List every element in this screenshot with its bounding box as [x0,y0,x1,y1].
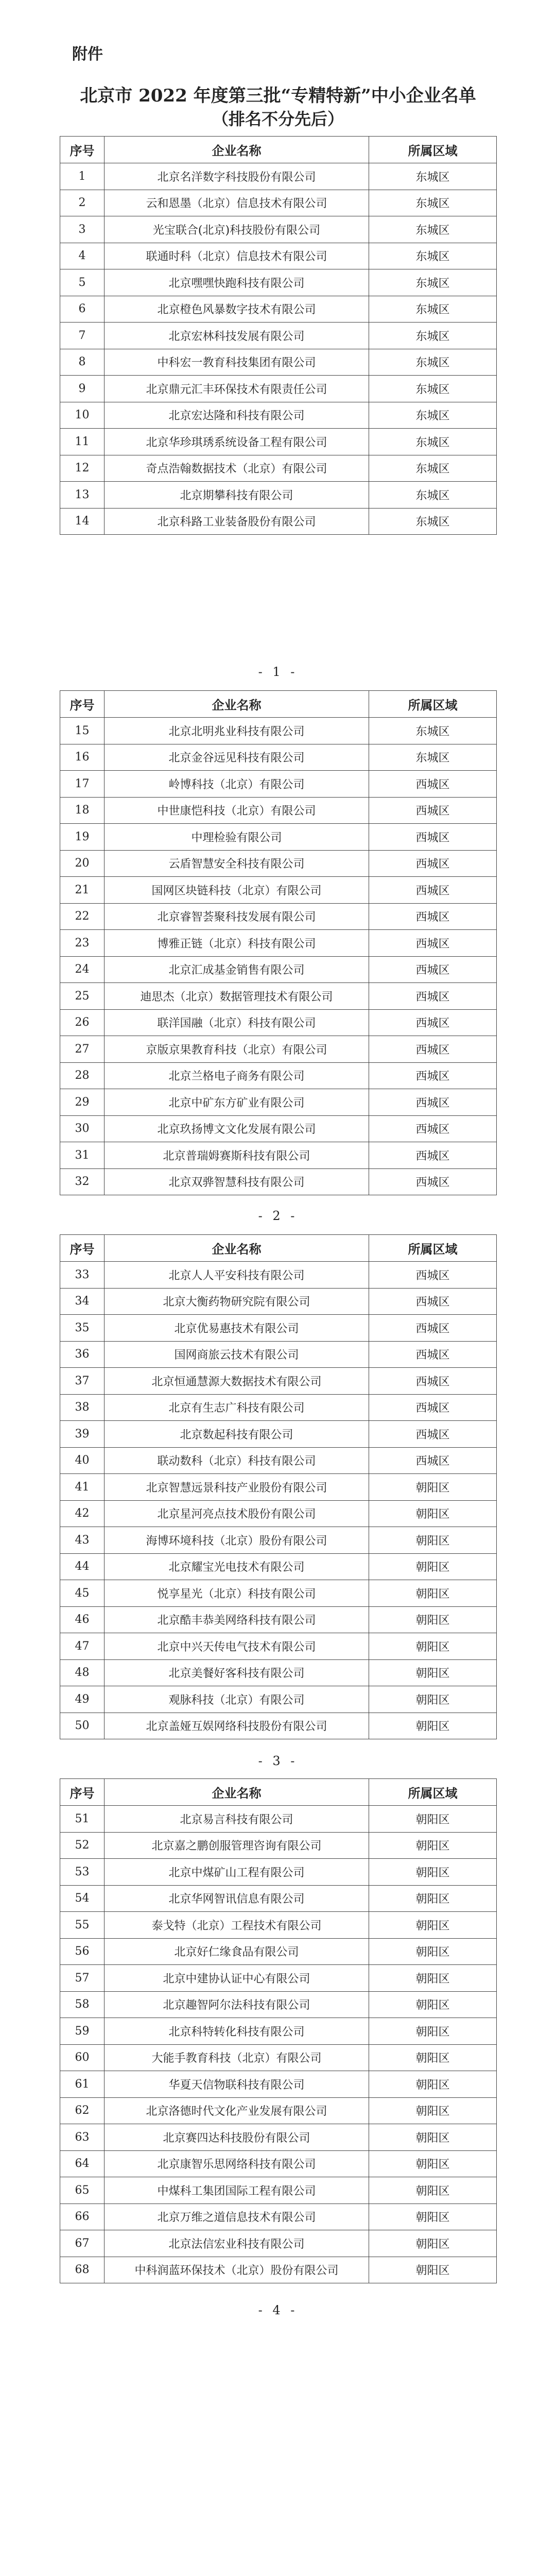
cell-seq: 54 [60,1885,105,1912]
cell-company-name: 北京趣智阿尔法科技有限公司 [105,1991,369,2018]
cell-seq: 34 [60,1288,105,1315]
table-row [60,455,497,482]
table-row [60,1142,497,1169]
table-row [60,1062,497,1089]
table-row [60,402,497,429]
cell-seq: 10 [60,402,105,429]
cell-seq: 35 [60,1315,105,1342]
table-header-row [60,1235,497,1262]
cell-seq: 53 [60,1859,105,1886]
cell-district: 朝阳区 [369,1633,497,1660]
table-row [60,2204,497,2230]
cell-seq: 5 [60,269,105,296]
cell-district: 西城区 [369,1421,497,1448]
table-row [60,376,497,402]
cell-seq: 67 [60,2230,105,2257]
cell-company-name: 北京科特转化科技有限公司 [105,2018,369,2045]
cell-company-name: 北京法信宏业科技有限公司 [105,2230,369,2257]
cell-company-name: 北京康智乐思网络科技有限公司 [105,2150,369,2177]
cell-company-name: 北京宏达隆和科技有限公司 [105,402,369,429]
cell-district: 西城区 [369,930,497,957]
cell-district: 朝阳区 [369,1912,497,1939]
cell-company-name: 泰戈特（北京）工程技术有限公司 [105,1912,369,1939]
cell-seq: 36 [60,1341,105,1368]
cell-seq: 29 [60,1089,105,1116]
company-table [60,136,497,535]
cell-seq: 65 [60,2177,105,2204]
cell-district: 朝阳区 [369,1580,497,1607]
cell-district: 东城区 [369,269,497,296]
cell-district: 西城区 [369,1009,497,1036]
header-district: 所属区域 [369,691,497,718]
cell-seq: 57 [60,1965,105,1992]
cell-company-name: 北京恒通慧源大数据技术有限公司 [105,1368,369,1395]
table-row [60,903,497,930]
table-row [60,2150,497,2177]
cell-company-name: 悦享星光（北京）科技有限公司 [105,1580,369,1607]
table-row [60,718,497,744]
cell-company-name: 北京美餐好客科技有限公司 [105,1659,369,1686]
table-row [60,1938,497,1965]
table-header-row [60,691,497,718]
cell-company-name: 京版京果教育科技（北京）有限公司 [105,1036,369,1063]
header-name: 企业名称 [105,1779,369,1806]
table-row [60,1447,497,1474]
cell-district: 朝阳区 [369,2071,497,2098]
cell-company-name: 北京酷丰恭美网络科技有限公司 [105,1606,369,1633]
cell-company-name: 北京华珍琪琇系统设备工程有限公司 [105,429,369,455]
cell-district: 朝阳区 [369,1659,497,1686]
cell-district: 朝阳区 [369,1832,497,1859]
cell-company-name: 博雅正链（北京）科技有限公司 [105,930,369,957]
cell-seq: 23 [60,930,105,957]
cell-district: 朝阳区 [369,1686,497,1713]
cell-seq: 37 [60,1368,105,1395]
cell-seq: 64 [60,2150,105,2177]
header-district: 所属区域 [369,137,497,163]
table-row [60,429,497,455]
cell-company-name: 北京嘿嘿快跑科技有限公司 [105,269,369,296]
cell-district: 朝阳区 [369,2204,497,2230]
table-row [60,797,497,824]
cell-company-name: 北京大衡药物研究院有限公司 [105,1288,369,1315]
cell-company-name: 北京耀宝光电技术有限公司 [105,1553,369,1580]
table-row [60,1659,497,1686]
cell-district: 东城区 [369,163,497,190]
table-row [60,1965,497,1992]
cell-district: 朝阳区 [369,1713,497,1739]
cell-company-name: 北京睿智荟聚科技发展有限公司 [105,903,369,930]
cell-seq: 41 [60,1474,105,1501]
cell-district: 西城区 [369,824,497,851]
cell-seq: 24 [60,956,105,983]
header-seq: 序号 [60,137,105,163]
page-number: - 2 - [258,1209,298,1223]
cell-company-name: 大能手教育科技（北京）有限公司 [105,2044,369,2071]
table-row [60,2018,497,2045]
cell-company-name: 北京中兴天传电气技术有限公司 [105,1633,369,1660]
cell-seq: 43 [60,1527,105,1554]
cell-seq: 16 [60,744,105,771]
table-row [60,1394,497,1421]
cell-company-name: 国网区块链科技（北京）有限公司 [105,877,369,904]
table-row [60,850,497,877]
table-row [60,2230,497,2257]
table-row [60,1859,497,1886]
cell-district: 朝阳区 [369,2177,497,2204]
cell-seq: 33 [60,1262,105,1289]
cell-company-name: 北京盖娅互娱网络科技股份有限公司 [105,1713,369,1739]
table-row [60,1262,497,1289]
cell-district: 西城区 [369,877,497,904]
cell-district: 西城区 [369,797,497,824]
cell-company-name: 北京玖扬博文文化发展有限公司 [105,1115,369,1142]
table-row [60,2097,497,2124]
cell-district: 朝阳区 [369,1965,497,1992]
cell-company-name: 中世康恺科技（北京）有限公司 [105,797,369,824]
table-row [60,1288,497,1315]
cell-company-name: 北京兰格电子商务有限公司 [105,1062,369,1089]
cell-company-name: 北京华网智讯信息有限公司 [105,1885,369,1912]
cell-company-name: 北京双骅智慧科技有限公司 [105,1168,369,1195]
cell-seq: 66 [60,2204,105,2230]
cell-district: 西城区 [369,903,497,930]
table-header-row [60,137,497,163]
table-row [60,2177,497,2204]
table-row [60,2071,497,2098]
cell-district: 东城区 [369,216,497,243]
cell-company-name: 岭博科技（北京）有限公司 [105,771,369,798]
header-name: 企业名称 [105,691,369,718]
cell-district: 西城区 [369,1062,497,1089]
cell-seq: 42 [60,1500,105,1527]
cell-company-name: 北京宏林科技发展有限公司 [105,323,369,349]
cell-company-name: 北京中建协认证中心有限公司 [105,1965,369,1992]
cell-district: 朝阳区 [369,1500,497,1527]
table-row [60,1474,497,1501]
cell-seq: 11 [60,429,105,455]
table-row [60,1806,497,1833]
cell-district: 东城区 [369,190,497,216]
cell-company-name: 迪思杰（北京）数据管理技术有限公司 [105,983,369,1010]
company-table [60,1234,497,1739]
cell-seq: 4 [60,243,105,269]
cell-company-name: 北京优易惠技术有限公司 [105,1315,369,1342]
cell-district: 东城区 [369,455,497,482]
table-row [60,744,497,771]
cell-company-name: 北京易言科技有限公司 [105,1806,369,1833]
cell-seq: 14 [60,508,105,535]
cell-district: 朝阳区 [369,2044,497,2071]
cell-company-name: 中科宏一教育科技集团有限公司 [105,349,369,376]
table-row [60,1885,497,1912]
cell-seq: 20 [60,850,105,877]
table-row [60,930,497,957]
header-name: 企业名称 [105,137,369,163]
cell-seq: 13 [60,482,105,509]
cell-seq: 63 [60,2124,105,2151]
cell-seq: 8 [60,349,105,376]
cell-seq: 26 [60,1009,105,1036]
cell-company-name: 北京万维之道信息技术有限公司 [105,2204,369,2230]
cell-district: 东城区 [369,482,497,509]
cell-company-name: 北京普瑞姆赛斯科技有限公司 [105,1142,369,1169]
table-row [60,1633,497,1660]
table-row [60,1991,497,2018]
header-district: 所属区域 [369,1779,497,1806]
table-row [60,1315,497,1342]
cell-company-name: 北京有生志广科技有限公司 [105,1394,369,1421]
cell-seq: 59 [60,2018,105,2045]
table-row [60,1089,497,1116]
table-row [60,1368,497,1395]
cell-seq: 46 [60,1606,105,1633]
cell-seq: 61 [60,2071,105,2098]
cell-company-name: 云盾智慧安全科技有限公司 [105,850,369,877]
cell-company-name: 北京金谷远见科技有限公司 [105,744,369,771]
table-row [60,2124,497,2151]
cell-district: 朝阳区 [369,2124,497,2151]
cell-seq: 49 [60,1686,105,1713]
table-header-row [60,1779,497,1806]
table-row [60,269,497,296]
cell-company-name: 联通时科（北京）信息技术有限公司 [105,243,369,269]
cell-district: 东城区 [369,243,497,269]
company-table [60,1778,497,2283]
page-number: - 1 - [258,665,298,679]
cell-company-name: 联洋国融（北京）科技有限公司 [105,1009,369,1036]
table-row [60,824,497,851]
cell-seq: 3 [60,216,105,243]
cell-seq: 40 [60,1447,105,1474]
table-row [60,877,497,904]
cell-district: 东城区 [369,718,497,744]
table-row [60,1500,497,1527]
page-number: - 3 - [258,1754,298,1768]
cell-company-name: 光宝联合(北京)科技股份有限公司 [105,216,369,243]
cell-district: 朝阳区 [369,1806,497,1833]
cell-district: 朝阳区 [369,1885,497,1912]
cell-seq: 6 [60,296,105,323]
cell-company-name: 北京星河亮点技术股份有限公司 [105,1500,369,1527]
cell-seq: 30 [60,1115,105,1142]
cell-seq: 52 [60,1832,105,1859]
table-row [60,1527,497,1554]
cell-district: 西城区 [369,1341,497,1368]
table-row [60,1580,497,1607]
cell-district: 西城区 [369,1115,497,1142]
cell-seq: 31 [60,1142,105,1169]
cell-district: 东城区 [369,323,497,349]
cell-district: 东城区 [369,744,497,771]
cell-company-name: 观脉科技（北京）有限公司 [105,1686,369,1713]
cell-district: 西城区 [369,956,497,983]
cell-seq: 68 [60,2257,105,2283]
cell-company-name: 北京好仁缘食品有限公司 [105,1938,369,1965]
table-row [60,296,497,323]
table-row [60,190,497,216]
cell-district: 朝阳区 [369,2097,497,2124]
cell-company-name: 联动数科（北京）科技有限公司 [105,1447,369,1474]
cell-district: 朝阳区 [369,1938,497,1965]
table-row [60,163,497,190]
cell-district: 西城区 [369,983,497,1010]
table-row [60,2044,497,2071]
cell-district: 朝阳区 [369,2018,497,2045]
table-row [60,1912,497,1939]
cell-district: 西城区 [369,1368,497,1395]
document-subtitle: （排名不分先后） [212,109,344,129]
cell-company-name: 北京洛德时代文化产业发展有限公司 [105,2097,369,2124]
cell-seq: 17 [60,771,105,798]
table-row [60,1686,497,1713]
cell-company-name: 北京数起科技有限公司 [105,1421,369,1448]
header-seq: 序号 [60,691,105,718]
table-row [60,1421,497,1448]
table-row [60,1168,497,1195]
table-row [60,983,497,1010]
table-row [60,1036,497,1063]
cell-seq: 51 [60,1806,105,1833]
table-row [60,216,497,243]
cell-company-name: 云和恩墨（北京）信息技术有限公司 [105,190,369,216]
table-row [60,349,497,376]
document-title: 北京市 2022 年度第三批“专精特新”中小企业名单 [80,86,476,106]
cell-district: 朝阳区 [369,1527,497,1554]
cell-seq: 1 [60,163,105,190]
header-seq: 序号 [60,1235,105,1262]
cell-district: 朝阳区 [369,1991,497,2018]
cell-seq: 19 [60,824,105,851]
table-row [60,1832,497,1859]
cell-seq: 2 [60,190,105,216]
cell-company-name: 北京橙色风暴数字技术有限公司 [105,296,369,323]
cell-company-name: 北京期攀科技有限公司 [105,482,369,509]
cell-seq: 60 [60,2044,105,2071]
table-row [60,1713,497,1739]
cell-company-name: 奇点浩翰数据技术（北京）有限公司 [105,455,369,482]
cell-company-name: 华夏天信物联科技有限公司 [105,2071,369,2098]
cell-company-name: 中理检验有限公司 [105,824,369,851]
cell-district: 朝阳区 [369,2257,497,2283]
cell-district: 朝阳区 [369,1474,497,1501]
cell-district: 东城区 [369,296,497,323]
cell-seq: 32 [60,1168,105,1195]
cell-district: 朝阳区 [369,2230,497,2257]
table-row [60,482,497,509]
cell-seq: 58 [60,1991,105,2018]
cell-district: 西城区 [369,1394,497,1421]
header-seq: 序号 [60,1779,105,1806]
company-table [60,690,497,1195]
cell-seq: 56 [60,1938,105,1965]
cell-company-name: 北京北明兆业科技有限公司 [105,718,369,744]
table-row [60,1115,497,1142]
cell-seq: 15 [60,718,105,744]
cell-district: 朝阳区 [369,1606,497,1633]
table-row [60,1009,497,1036]
cell-seq: 48 [60,1659,105,1686]
cell-district: 西城区 [369,1168,497,1195]
cell-seq: 22 [60,903,105,930]
cell-seq: 38 [60,1394,105,1421]
cell-district: 东城区 [369,376,497,402]
cell-seq: 18 [60,797,105,824]
cell-seq: 55 [60,1912,105,1939]
cell-district: 朝阳区 [369,1553,497,1580]
cell-seq: 21 [60,877,105,904]
cell-district: 东城区 [369,402,497,429]
cell-district: 西城区 [369,1036,497,1063]
cell-seq: 47 [60,1633,105,1660]
table-row [60,508,497,535]
table-row [60,1341,497,1368]
cell-seq: 25 [60,983,105,1010]
cell-company-name: 国网商旅云技术有限公司 [105,1341,369,1368]
cell-company-name: 北京赛四达科技股份有限公司 [105,2124,369,2151]
cell-district: 朝阳区 [369,1859,497,1886]
cell-seq: 62 [60,2097,105,2124]
cell-district: 西城区 [369,1288,497,1315]
cell-seq: 27 [60,1036,105,1063]
cell-company-name: 北京鼎元汇丰环保技术有限责任公司 [105,376,369,402]
cell-district: 朝阳区 [369,2150,497,2177]
header-district: 所属区域 [369,1235,497,1262]
cell-company-name: 北京人人平安科技有限公司 [105,1262,369,1289]
cell-district: 西城区 [369,1315,497,1342]
cell-seq: 39 [60,1421,105,1448]
cell-district: 西城区 [369,850,497,877]
attachment-label: 附件 [72,45,103,63]
cell-seq: 28 [60,1062,105,1089]
table-row [60,243,497,269]
cell-company-name: 北京中煤矿山工程有限公司 [105,1859,369,1886]
cell-company-name: 北京智慧远景科技产业股份有限公司 [105,1474,369,1501]
cell-company-name: 北京科路工业装备股份有限公司 [105,508,369,535]
cell-company-name: 海博环境科技（北京）股份有限公司 [105,1527,369,1554]
cell-seq: 44 [60,1553,105,1580]
header-name: 企业名称 [105,1235,369,1262]
table-row [60,323,497,349]
table-row [60,771,497,798]
cell-seq: 50 [60,1713,105,1739]
cell-district: 东城区 [369,349,497,376]
cell-seq: 12 [60,455,105,482]
cell-company-name: 北京名洋数字科技股份有限公司 [105,163,369,190]
cell-district: 东城区 [369,429,497,455]
cell-district: 西城区 [369,771,497,798]
cell-district: 东城区 [369,508,497,535]
cell-district: 西城区 [369,1142,497,1169]
cell-company-name: 北京汇成基金销售有限公司 [105,956,369,983]
table-row [60,956,497,983]
cell-company-name: 中科润蓝环保技术（北京）股份有限公司 [105,2257,369,2283]
cell-company-name: 北京中矿东方矿业有限公司 [105,1089,369,1116]
cell-district: 西城区 [369,1262,497,1289]
cell-district: 西城区 [369,1447,497,1474]
table-row [60,1553,497,1580]
cell-district: 西城区 [369,1089,497,1116]
cell-seq: 9 [60,376,105,402]
cell-company-name: 北京嘉之鹏创服管理咨询有限公司 [105,1832,369,1859]
cell-seq: 45 [60,1580,105,1607]
cell-seq: 7 [60,323,105,349]
cell-company-name: 中煤科工集团国际工程有限公司 [105,2177,369,2204]
table-row [60,2257,497,2283]
page-number: - 4 - [258,2303,298,2317]
table-row [60,1606,497,1633]
